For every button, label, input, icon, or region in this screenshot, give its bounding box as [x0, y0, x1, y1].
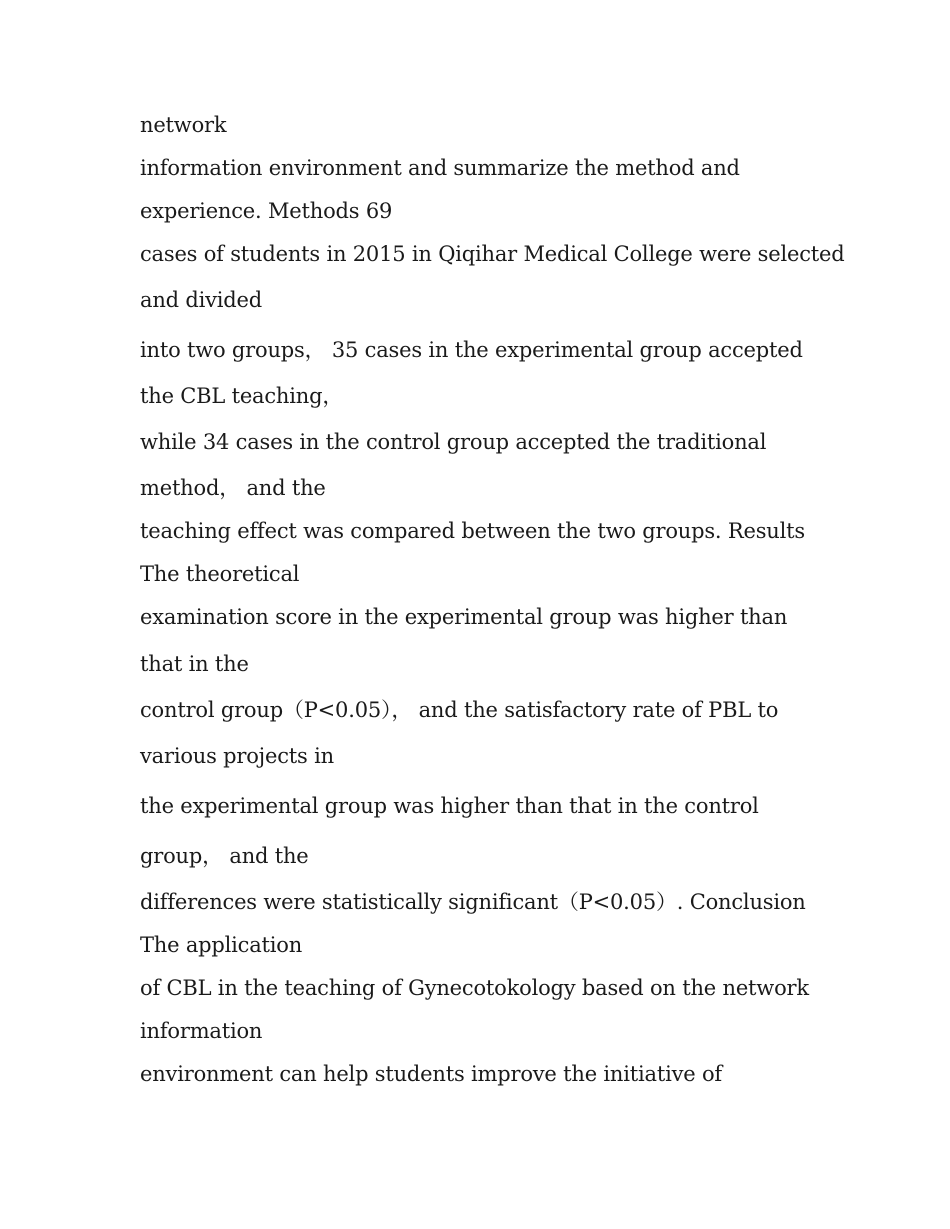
- text-line-20: of CBL in the teaching of Gynecotokology based on the network: [140, 976, 809, 1000]
- abstract-text: [140, 104, 845, 1096]
- text-line-5: and divided: [140, 288, 263, 312]
- text-line-17: group， and the: [140, 844, 309, 868]
- text-line-19: The application: [140, 933, 303, 957]
- text-line-10: teaching effect was compared between the two groups. Results: [140, 519, 805, 543]
- text-line-14: control group（P<0.05）， and the satisfactory rate of PBL to: [140, 698, 779, 722]
- text-line-13: that in the: [140, 652, 249, 676]
- text-line-6: into two groups， 35 cases in the experimental group accepted: [140, 338, 803, 362]
- text-line-21: information: [140, 1019, 263, 1043]
- text-line-15: various projects in: [140, 744, 334, 768]
- text-line-9: method， and the: [140, 476, 326, 500]
- text-line-16: the experimental group was higher than that in the control: [140, 794, 759, 818]
- text-line-4: cases of students in 2015 in Qiqihar Medical College were selected: [140, 242, 845, 266]
- text-line-11: The theoretical: [140, 562, 300, 586]
- text-line-22: environment can help students improve the initiative of: [140, 1062, 722, 1086]
- text-line-1: network: [140, 113, 227, 137]
- text-line-7: the CBL teaching，: [140, 384, 344, 408]
- text-line-18: differences were statistically significant（P<0.05）. Conclusion: [140, 890, 806, 914]
- text-line-12: examination score in the experimental group was higher than: [140, 605, 788, 629]
- text-line-8: while 34 cases in the control group accepted the traditional: [140, 430, 767, 454]
- text-line-3: experience. Methods 69: [140, 199, 393, 223]
- text-line-2: information environment and summarize the method and: [140, 156, 740, 180]
